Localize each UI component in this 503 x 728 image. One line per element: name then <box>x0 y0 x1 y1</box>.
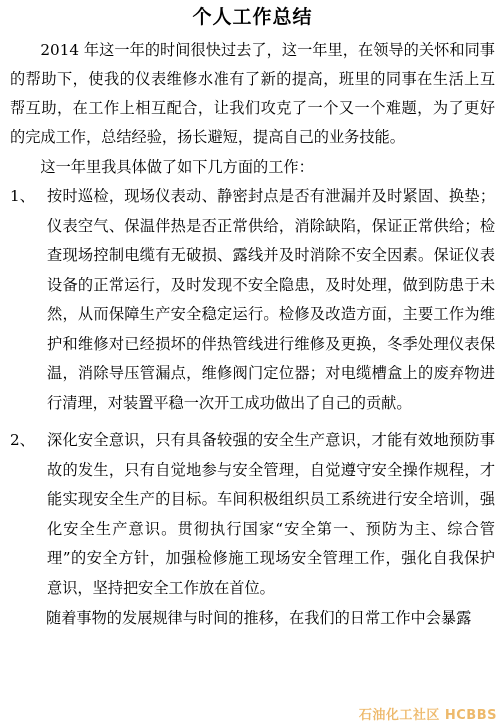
work-item-list <box>10 182 495 603</box>
intro-paragraph: 2014 年这一年的时间很快过去了，这一年里，在领导的关怀和同事的帮助下，使我的仪表维修水准有了新的提高，班里的同事在生活上互帮互助，在工作上相互配合，让我们攻克了一个又一个难题，为了更好的完成工作，总结经验，扬长避短，提高自己的业务技能。 <box>10 41 495 146</box>
trailing-paragraph: 随着事物的发展规律与时间的推移，在我们的日常工作中会暴露 <box>46 609 472 627</box>
site-watermark: 石油化工社区 HCBBS <box>357 704 499 723</box>
document-title: 个人工作总结 <box>192 6 313 28</box>
list-item-text: 深化安全意识，只有具备较强的安全生产意识，才能有效地预防事故的发生，只有自觉地参与安全管理，自觉遵守安全操作规程，才能实现安全生产的目标。车间积极组织员工系统进行安全培训，强化安全生产意识。贯彻执行国家“安全第一、预防为主、综合管理”的安全方针，加强检修施工现场安全管理工作，强化自我保护意识，坚持把安全工作放在首位。 <box>47 431 495 597</box>
list-item-number: 1、 <box>10 187 35 205</box>
list-item-text: 按时巡检，现场仪表动、静密封点是否有泄漏并及时紧固、换垫；仪表空气、保温伴热是否正常供给，消除缺陷，保证正常供给；检查现场控制电缆有无破损、露线并及时消除不安全因素。保证仪表设备的正常运行，及时发现不安全隐患，及时处理，做到防患于未然，从而保障生产安全稳定运行。检修及改造方面，主要工作为维护和维修对已经损坏的伴热管线进行维修及更换，冬季处理仪表保温，消除导压管漏点，维修阀门定位器；对电缆槽盒上的废弃物进行清理，对装置平稳一次开工成功做出了自己的贡献。 <box>47 187 495 412</box>
list-item <box>10 182 495 418</box>
list-item <box>10 426 495 603</box>
list-item-number: 2、 <box>10 431 35 449</box>
work-summary-lead: 这一年里我具体做了如下几方面的工作： <box>40 158 314 176</box>
